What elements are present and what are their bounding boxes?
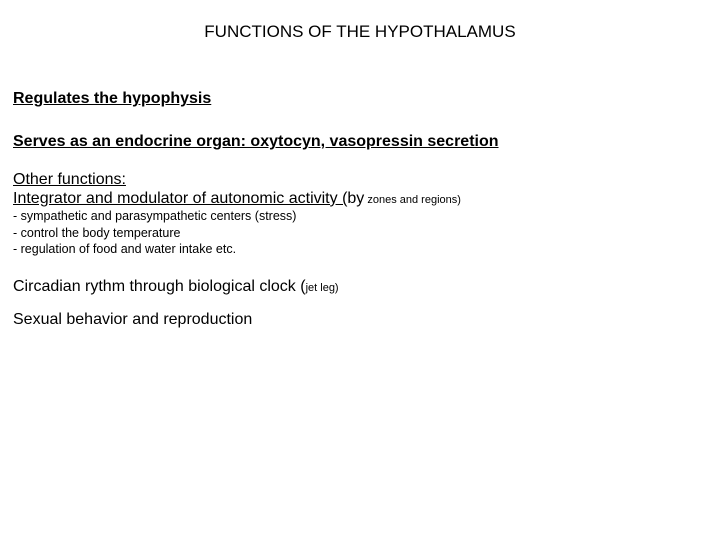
integrator-by: by xyxy=(347,190,365,207)
sublist-item-temperature: - control the body temperature xyxy=(13,226,181,240)
slide-title: FUNCTIONS OF THE HYPOTHALAMUS xyxy=(204,22,516,41)
item-endocrine-organ: Serves as an endocrine organ: oxytocyn, vasopressin secretion xyxy=(13,133,499,150)
circadian-line xyxy=(13,277,339,298)
circadian-text: Circadian rythm through biological clock ( xyxy=(13,278,306,295)
other-functions-heading: Other functions: xyxy=(13,171,126,188)
integrator-line xyxy=(13,189,461,210)
integrator-note: zones and regions) xyxy=(364,194,461,206)
integrator-text: Integrator and modulator of autonomic activity ( xyxy=(13,190,348,207)
sexual-behavior-line: Sexual behavior and reproduction xyxy=(13,311,253,328)
circadian-note: jet leg) xyxy=(305,282,339,294)
sublist-item-food-water: - regulation of food and water intake etc. xyxy=(13,242,237,256)
item-regulates-hypophysis: Regulates the hypophysis xyxy=(13,90,212,107)
sublist-item-stress: - sympathetic and parasympathetic centers (stress) xyxy=(13,209,297,223)
